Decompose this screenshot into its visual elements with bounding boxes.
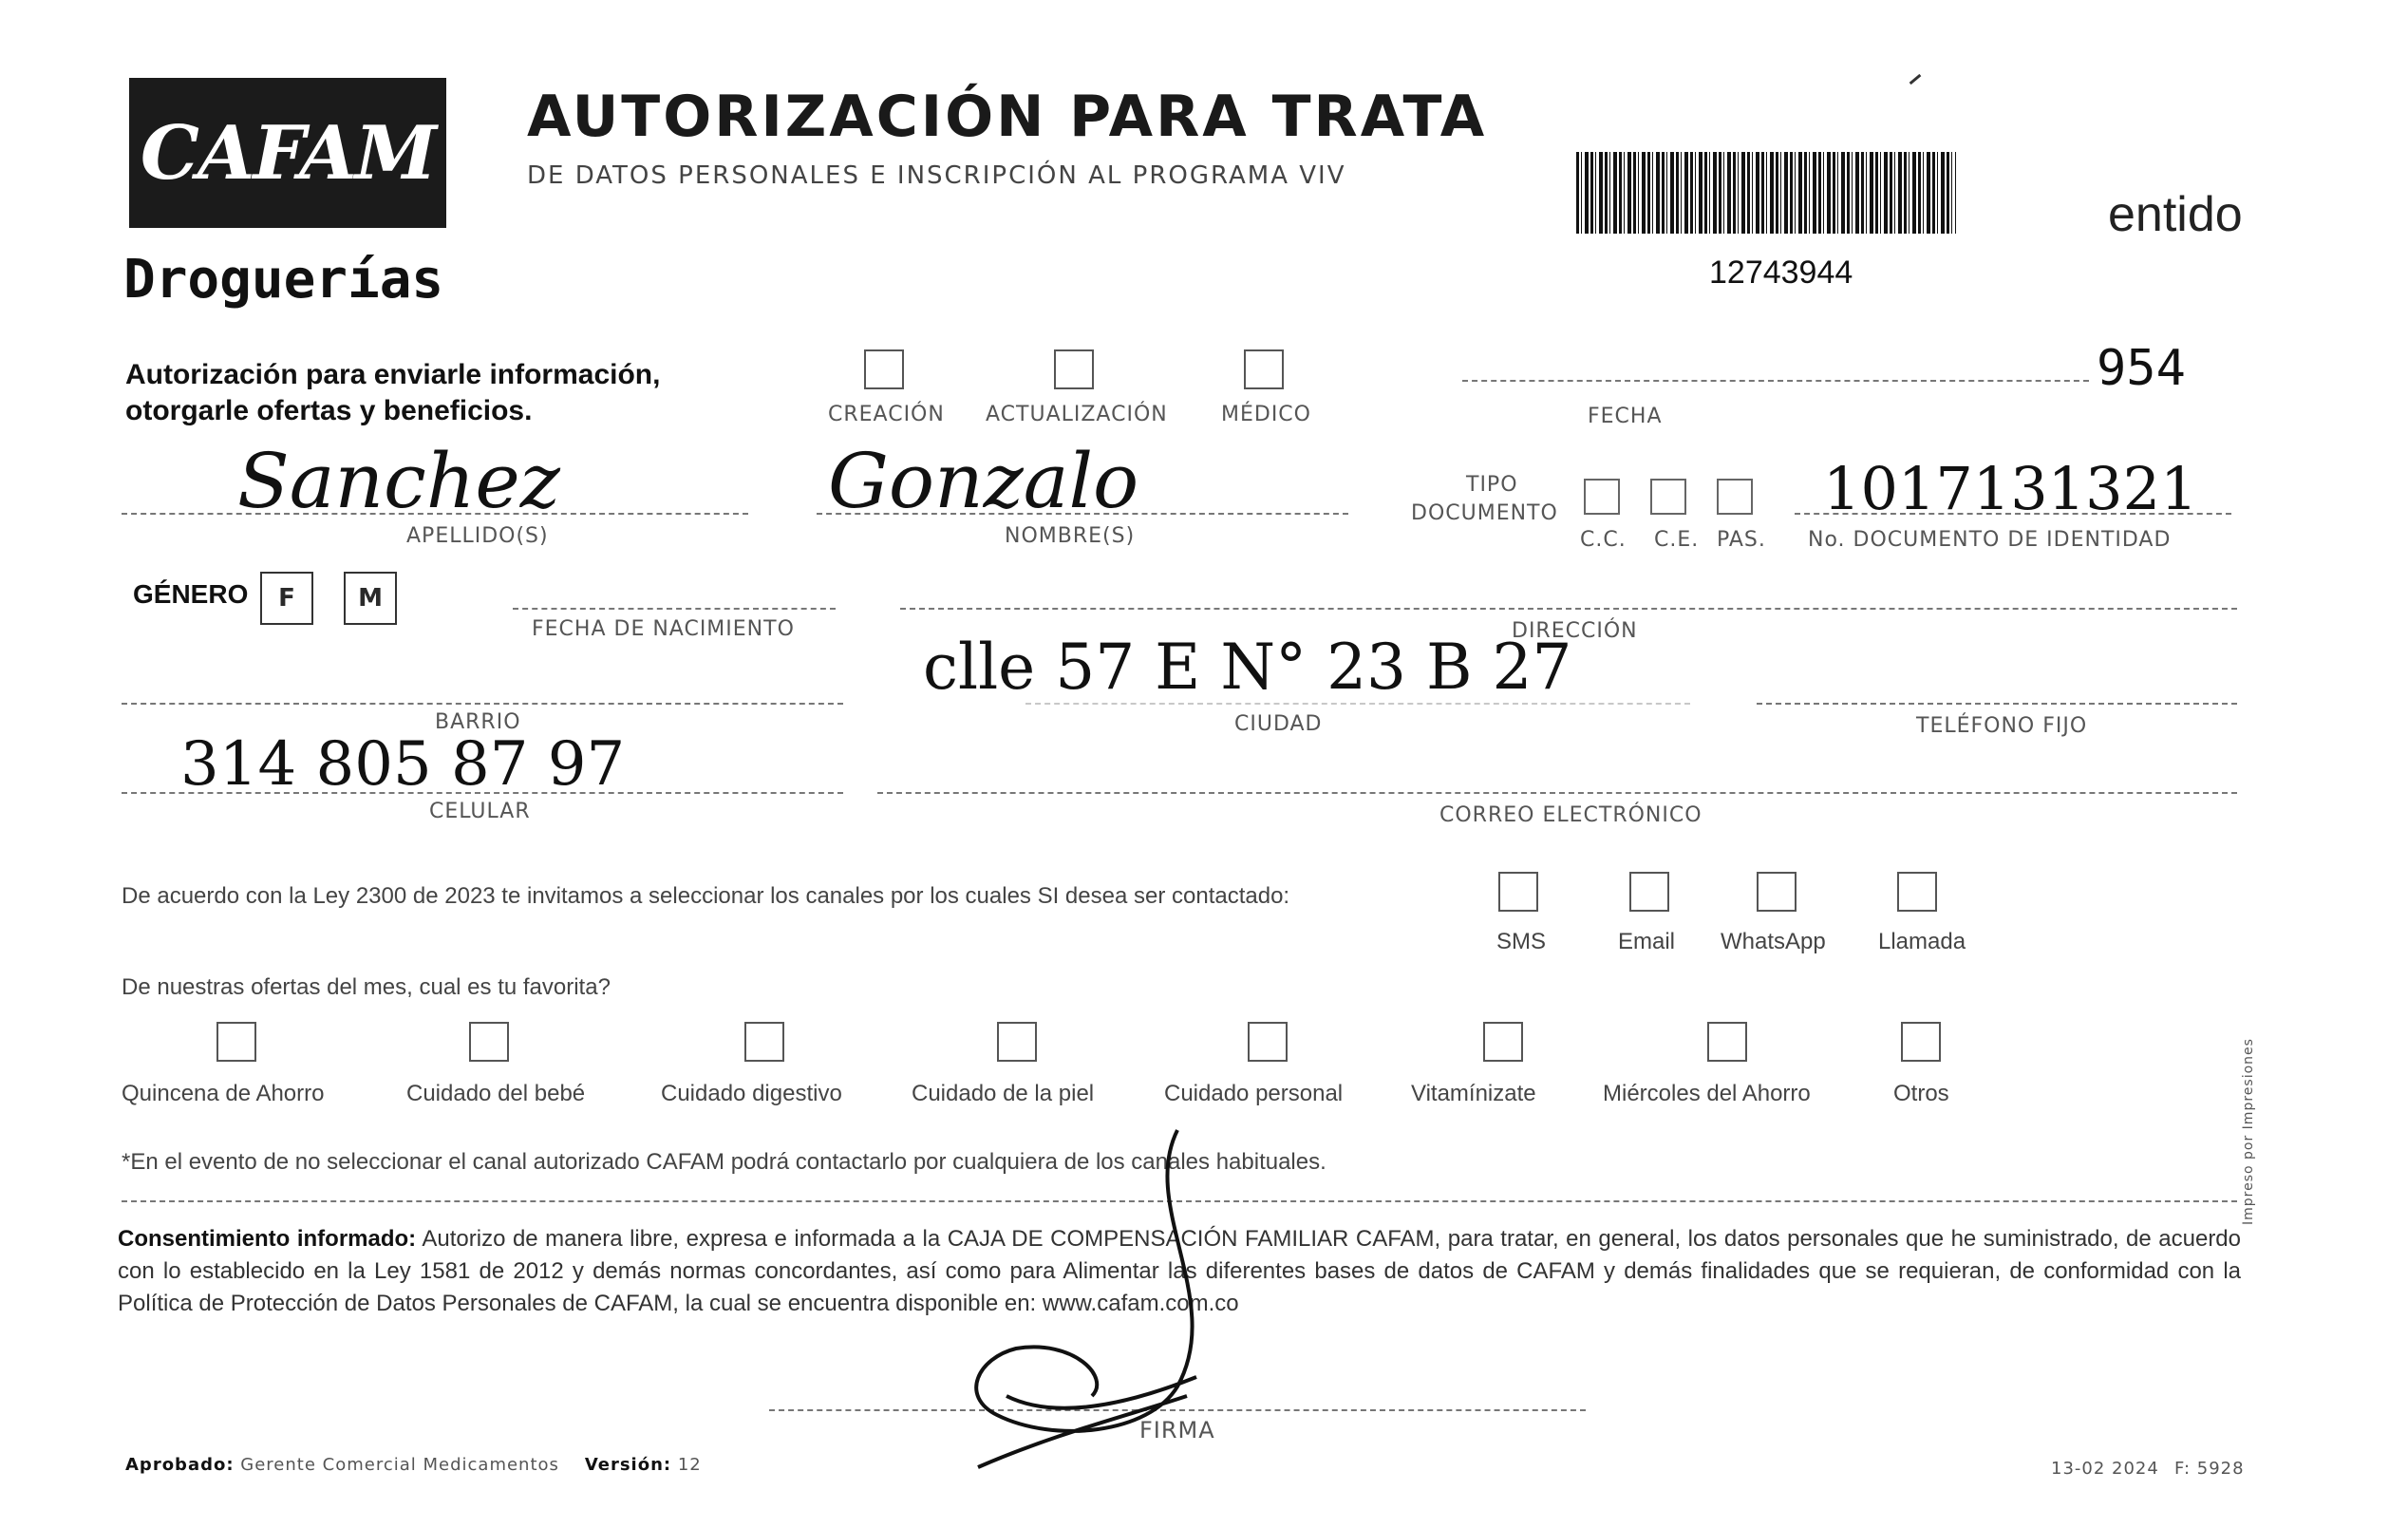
barrio-label: BARRIO (435, 710, 521, 734)
offer-checkbox-quincena[interactable] (216, 1022, 256, 1062)
sms-label: SMS (1496, 929, 1547, 954)
pas-label: PAS. (1717, 528, 1766, 552)
aprobado-label: Aprobado: (125, 1455, 235, 1475)
offer-checkbox-piel[interactable] (997, 1022, 1037, 1062)
barrio-line (122, 703, 843, 705)
creacion-checkbox[interactable] (864, 349, 904, 389)
genero-label: GÉNERO (133, 579, 249, 609)
offer-checkbox-miercoles[interactable] (1707, 1022, 1747, 1062)
telefono-line (1757, 703, 2237, 705)
offer-checkbox-digestivo[interactable] (744, 1022, 784, 1062)
nombres-label: NOMBRE(S) (1005, 524, 1136, 548)
intro-line-2: otorgarle ofertas y beneficios. (125, 395, 533, 426)
version-value: 12 (677, 1455, 702, 1475)
medico-label: MÉDICO (1221, 403, 1311, 426)
tipo-doc-label-1: TIPO (1466, 473, 1518, 497)
llamada-checkbox[interactable] (1897, 872, 1937, 912)
offer-label-quincena: Quincena de Ahorro (122, 1081, 325, 1106)
actualizacion-label: ACTUALIZACIÓN (986, 403, 1168, 426)
signature-label: FIRMA (1139, 1417, 1215, 1443)
ce-checkbox[interactable] (1650, 479, 1686, 515)
sms-checkbox[interactable] (1498, 872, 1538, 912)
celular-label: CELULAR (429, 800, 531, 823)
actualizacion-checkbox[interactable] (1054, 349, 1094, 389)
cc-checkbox[interactable] (1584, 479, 1620, 515)
correo-line (877, 792, 2237, 794)
offer-label-digestivo: Cuidado digestivo (661, 1081, 842, 1106)
direccion-value[interactable]: clle 57 E N° 23 B 27 (923, 631, 1572, 704)
celular-value[interactable]: 314 805 87 97 (180, 729, 626, 800)
tipo-doc-label-2: DOCUMENTO (1411, 501, 1558, 525)
intro-line-1: Autorización para enviarle información, (125, 359, 661, 390)
barcode-number: 12743944 (1709, 255, 1853, 291)
doc-num-value[interactable]: 1017131321 (1823, 454, 2198, 523)
consent-heading: Consentimiento informado: (118, 1226, 417, 1252)
channel-note: *En el evento de no seleccionar el canal autorizado CAFAM podrá contactarlo por cualquiera de los canales habituales. (122, 1149, 1326, 1175)
creacion-label: CREACIÓN (828, 403, 945, 426)
consent-text: Autorizo de manera libre, expresa e informada a la CAJA DE COMPENSACIÓN FAMILIAR CAFAM, para tratar, en general, los datos personales que he suministrado, de acuerdo con lo establecido en la Ley 1581 de 2012 y demás normas concordantes, así como para Alimentar las diferentes bases de datos de CAFAM y demás finalidades que se requieran, de conformidad con la Política de Protección de Datos Personales de CAFAM, la cual se encuentra disponible en: www.cafam.com.co (118, 1226, 2242, 1316)
partial-text: entido (2108, 187, 2243, 242)
form-subtitle: DE DATOS PERSONALES E INSCRIPCIÓN AL PROGRAMA VIV (527, 161, 1346, 190)
genero-m-checkbox[interactable]: M (344, 572, 397, 625)
apellidos-label: APELLIDO(S) (406, 524, 549, 548)
fecha-label: FECHA (1588, 405, 1663, 428)
correo-label: CORREO ELECTRÓNICO (1439, 803, 1703, 827)
medico-checkbox[interactable] (1244, 349, 1284, 389)
version-label: Versión: (584, 1455, 672, 1475)
nacimiento-line (513, 608, 836, 610)
offer-label-bebe: Cuidado del bebé (406, 1081, 586, 1106)
footer-code: F: 5928 (2174, 1459, 2245, 1479)
ciudad-label: CIUDAD (1234, 712, 1323, 736)
doc-num-label: No. DOCUMENTO DE IDENTIDAD (1808, 528, 2172, 552)
whatsapp-checkbox[interactable] (1757, 872, 1797, 912)
offer-label-personal: Cuidado personal (1164, 1081, 1344, 1106)
apellidos-value[interactable]: Sanchez (237, 437, 560, 525)
ce-label: C.E. (1654, 528, 1700, 552)
offer-checkbox-vitaminizate[interactable] (1483, 1022, 1523, 1062)
cafam-logo: CAFAM (129, 78, 446, 228)
genero-f-checkbox[interactable]: F (260, 572, 313, 625)
footer-aprobado (125, 1455, 702, 1475)
side-vertical-text: Impreso por Impresiones (2241, 1038, 2256, 1225)
email-label: Email (1618, 929, 1676, 954)
offer-label-otros: Otros (1893, 1081, 1949, 1106)
pas-checkbox[interactable] (1717, 479, 1753, 515)
direccion-label: DIRECCIÓN (1512, 619, 1638, 643)
nombres-value[interactable]: Gonzalo (828, 437, 1139, 525)
email-checkbox[interactable] (1629, 872, 1669, 912)
barcode (1576, 152, 1956, 234)
ciudad-line (1025, 703, 1690, 705)
whatsapp-label: WhatsApp (1721, 929, 1826, 954)
offer-checkbox-personal[interactable] (1248, 1022, 1288, 1062)
telefono-label: TELÉFONO FIJO (1916, 714, 2088, 738)
offer-label-miercoles: Miércoles del Ahorro (1603, 1081, 1811, 1106)
nacimiento-label: FECHA DE NACIMIENTO (532, 617, 795, 641)
channels-question: De acuerdo con la Ley 2300 de 2023 te invitamos a seleccionar los canales por los cuales SI desea ser contactado: (122, 883, 1290, 909)
footer-date: 13-02 2024 (2051, 1459, 2159, 1479)
offer-label-vitaminizate: Vitamínizate (1411, 1081, 1536, 1106)
fecha-line (1462, 380, 2089, 382)
cc-label: C.C. (1580, 528, 1627, 552)
offers-question: De nuestras ofertas del mes, cual es tu favorita? (122, 974, 611, 1000)
fecha-value[interactable]: 954 (2097, 340, 2186, 397)
offer-checkbox-bebe[interactable] (469, 1022, 509, 1062)
offer-checkbox-otros[interactable] (1901, 1022, 1941, 1062)
direccion-line (900, 608, 2237, 610)
brand-subtitle: Droguerías (123, 249, 444, 311)
offer-label-piel: Cuidado de la piel (912, 1081, 1095, 1106)
llamada-label: Llamada (1878, 929, 1966, 954)
aprobado-value: Gerente Comercial Medicamentos (240, 1455, 559, 1475)
form-title: AUTORIZACIÓN PARA TRATA (527, 84, 1488, 150)
pen-mark (1909, 74, 1922, 85)
